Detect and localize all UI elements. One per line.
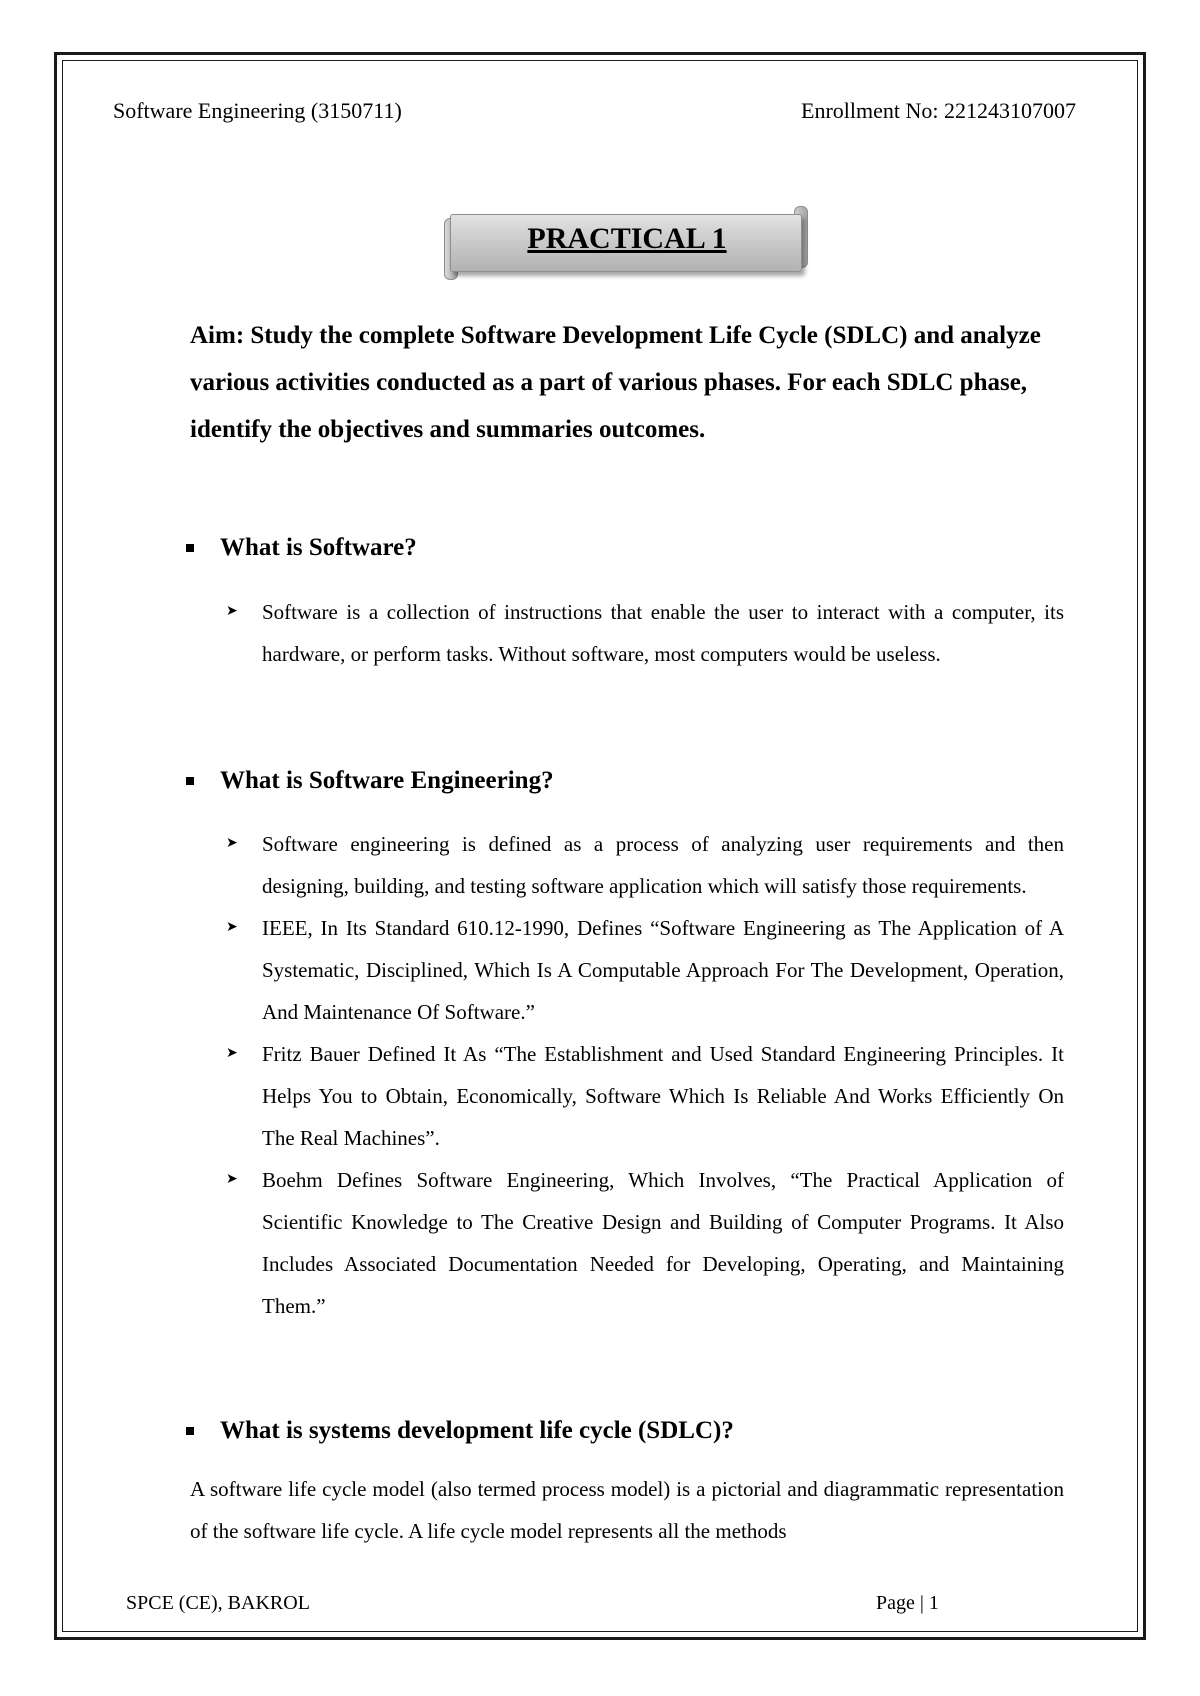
title-scroll-banner [442,202,812,284]
arrow-bullet-icon: ➤ [226,604,238,619]
aim-statement: Aim: Study the complete Software Development Life Cycle (SDLC) and analyze various activities conducted as a part of various phases. For each SDLC phase, identify the objectives and summaries outcomes. [190,322,1041,443]
header-course: Software Engineering (3150711) [113,98,402,123]
list-item-text: IEEE, In Its Standard 610.12-1990, Defines “Software Engineering as The Application of A Systematic, Disciplined, Which Is A Computable Approach For The Development, Operation, And Maintenance Of Software.” [262,916,1064,1024]
footer-page-number: Page | 1 [876,1592,939,1614]
software-engineering-points-list [226,823,1064,1327]
sdlc-paragraph: A software life cycle model (also termed process model) is a pictorial and diagrammatic representation of the software life cycle. A life cycle model represents all the methods [190,1477,1064,1543]
list-item [226,1159,1064,1327]
arrow-bullet-icon: ➤ [226,836,238,851]
list-item [226,823,1064,907]
list-item-text: Software is a collection of instructions that enable the user to interact with a computer, its hardware, or perform tasks. Without software, most computers would be useless. [262,600,1064,666]
list-item-text: Boehm Defines Software Engineering, Which Involves, “The Practical Application of Scientific Knowledge to The Creative Design and Building of Computer Programs. It Also Includes Associated Documentation Needed for Developing, Operating, and Maintaining Them.” [262,1168,1064,1318]
arrow-bullet-icon: ➤ [226,1172,238,1187]
section-heading-software [186,534,417,562]
header-enrollment: Enrollment No: 221243107007 [801,98,1076,123]
footer-institute: SPCE (CE), BAKROL [126,1592,310,1614]
square-bullet-icon [186,777,194,785]
list-item [226,1033,1064,1159]
list-item [226,907,1064,1033]
section-heading-software-engineering [186,767,554,795]
software-points-list [226,591,1064,675]
square-bullet-icon [186,1427,194,1435]
section-heading-sdlc [186,1417,734,1445]
list-item-text: Software engineering is defined as a process of analyzing user requirements and then designing, building, and testing software application which will satisfy those requirements. [262,832,1064,898]
section-heading-text: What is Software? [220,534,417,561]
square-bullet-icon [186,544,194,552]
arrow-bullet-icon: ➤ [226,920,238,935]
list-item-text: Fritz Bauer Defined It As “The Establishment and Used Standard Engineering Principles. It Helps You to Obtain, Economically, Software Which Is Reliable And Works Efficiently On The Real Machines”. [262,1042,1064,1150]
section-heading-text: What is Software Engineering? [220,767,554,794]
arrow-bullet-icon: ➤ [226,1046,238,1061]
practical-title: PRACTICAL 1 [527,222,727,255]
section-heading-text: What is systems development life cycle (SDLC)? [220,1417,734,1444]
list-item [226,591,1064,675]
